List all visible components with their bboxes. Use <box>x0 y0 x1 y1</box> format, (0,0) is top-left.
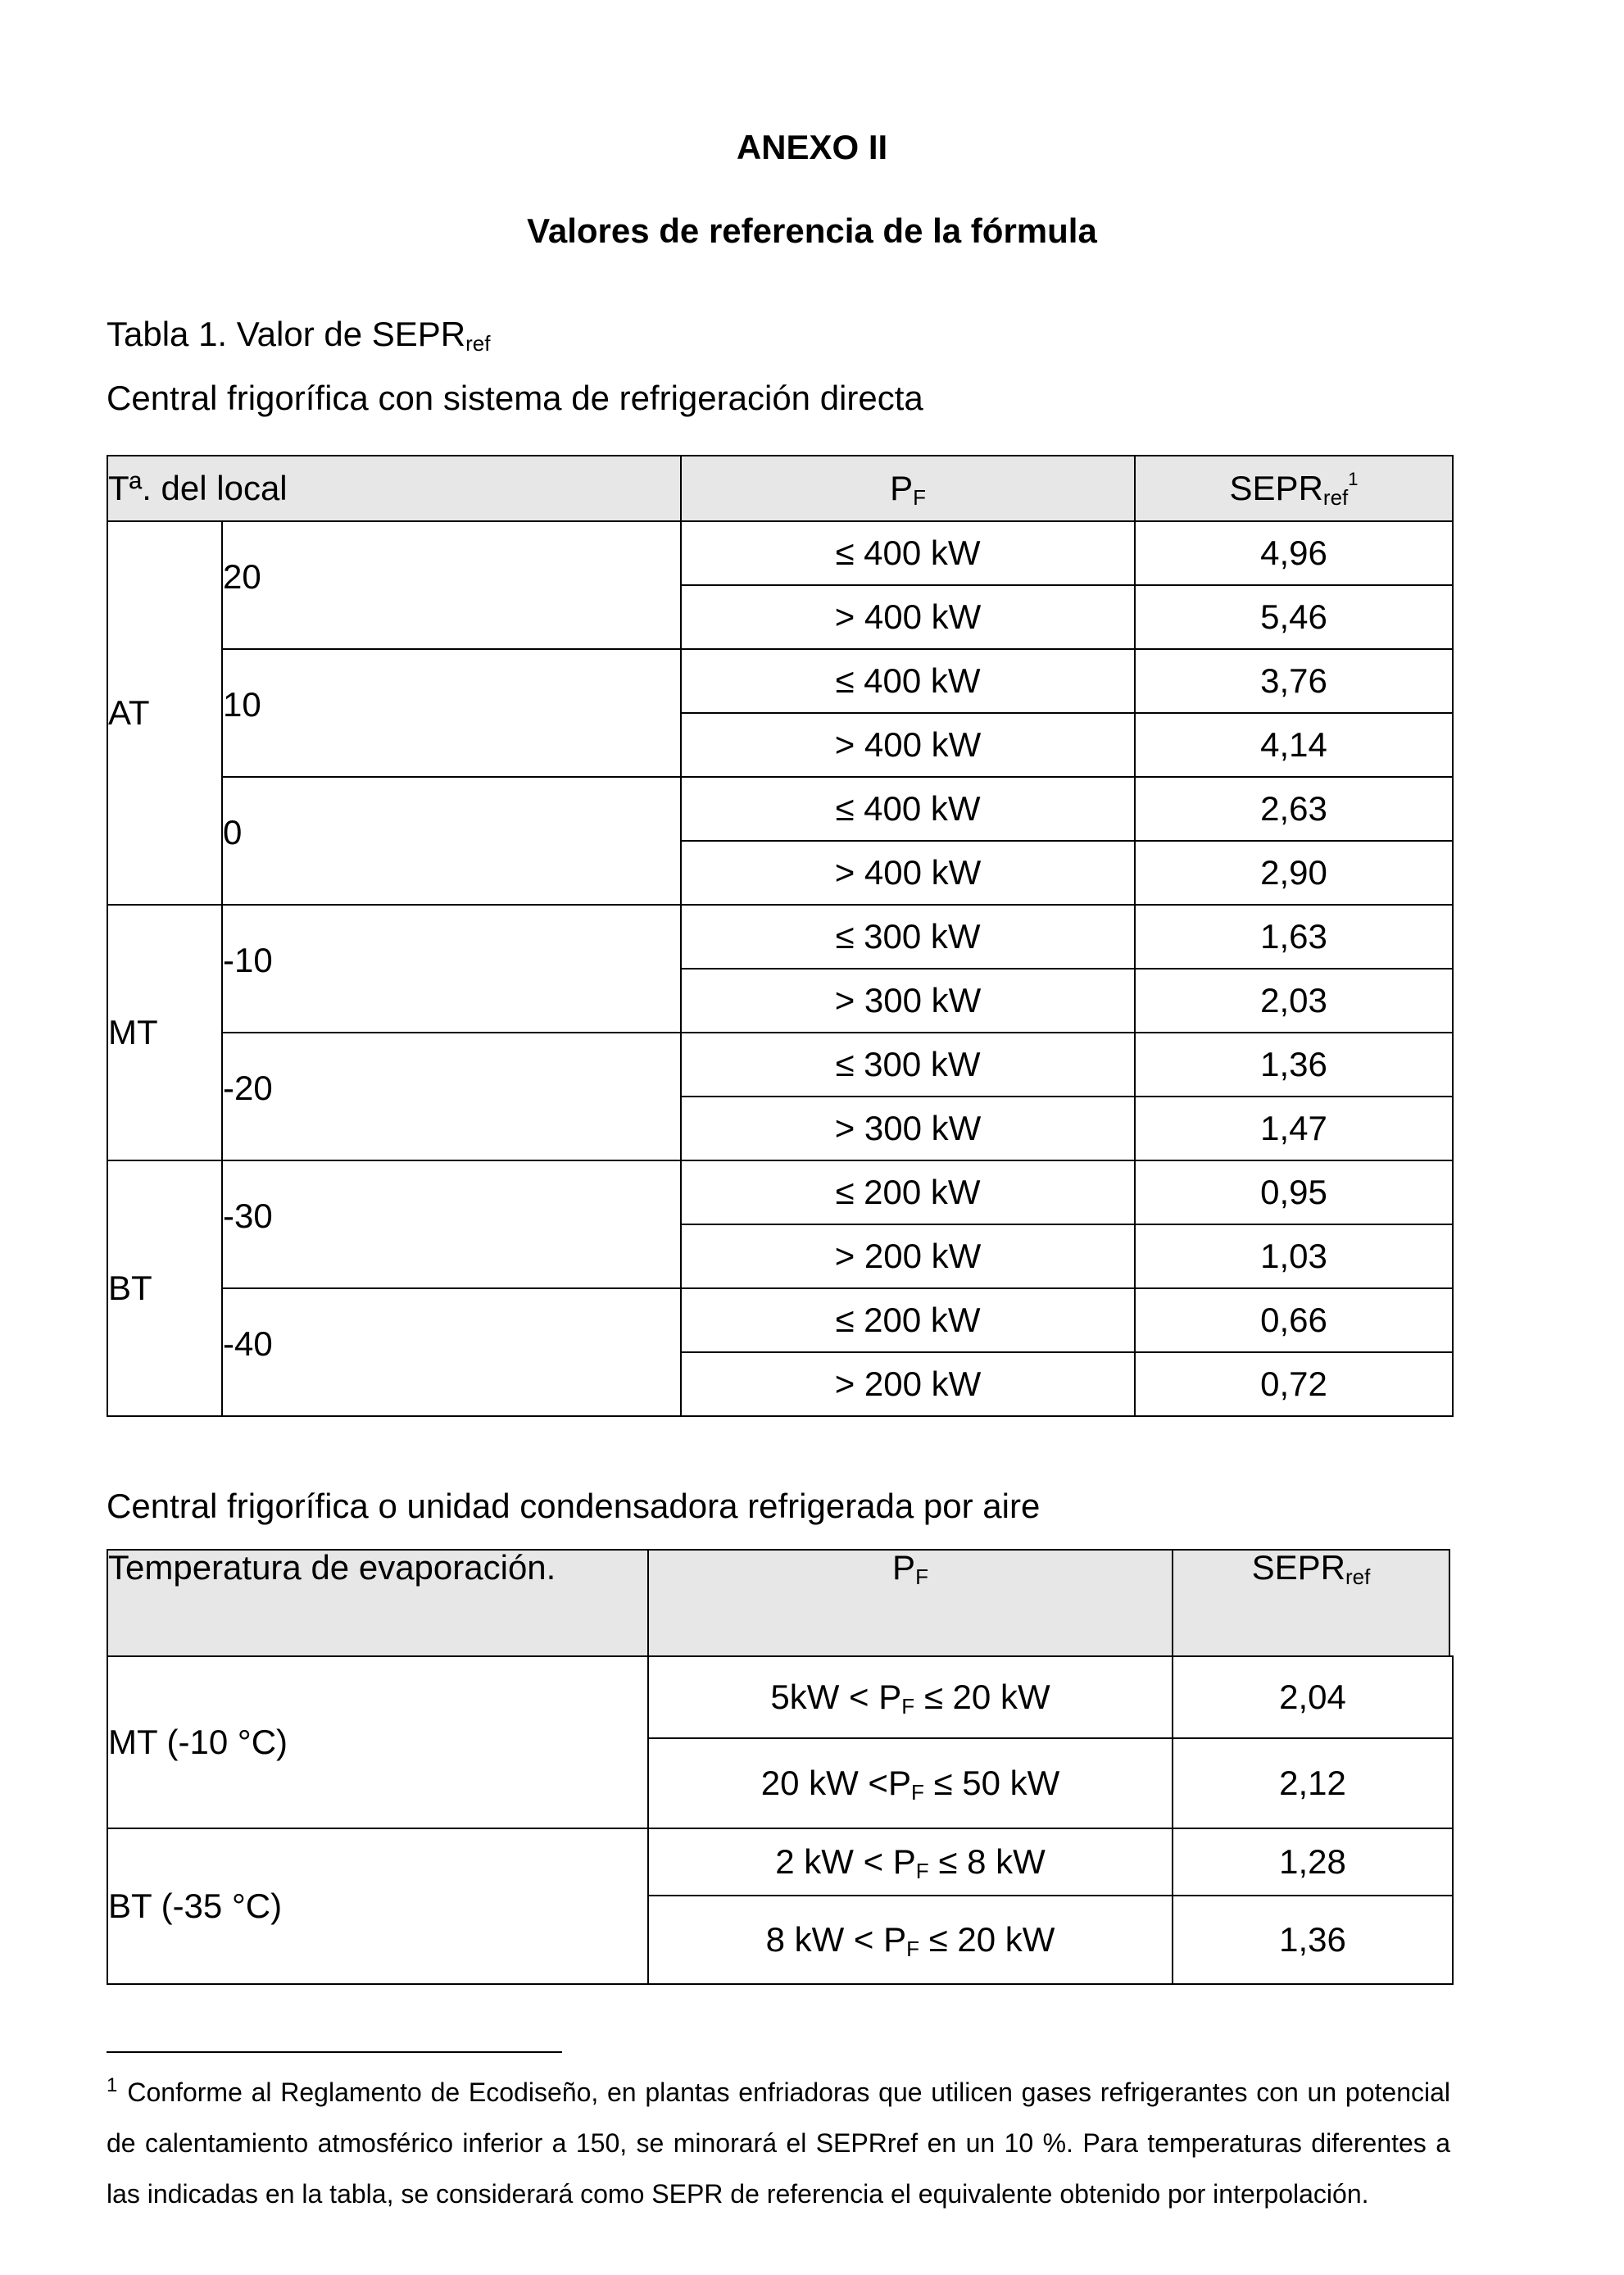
pf-main: P <box>890 469 914 507</box>
table-row <box>107 777 1453 841</box>
pf-cell: > 400 kW <box>681 713 1135 777</box>
table-row <box>107 521 1453 585</box>
table1-caption-sub: ref <box>465 331 491 356</box>
sepr-cell: 4,96 <box>1135 521 1453 585</box>
sepr-cell: 1,28 <box>1173 1828 1453 1896</box>
temp-label: -40 <box>222 1288 681 1416</box>
pf-sub: F <box>915 1564 928 1589</box>
pf-sub: F <box>913 485 926 510</box>
table2-header-row <box>107 1550 1449 1656</box>
pf-main: P <box>892 1548 916 1587</box>
sepr-cell: 1,63 <box>1135 905 1453 969</box>
group-label-bt: BT <box>107 1160 222 1416</box>
pf-cell: > 400 kW <box>681 585 1135 649</box>
sepr-sub: ref <box>1345 1564 1371 1589</box>
table1-header-row <box>107 456 1453 521</box>
pf-cell: > 300 kW <box>681 1097 1135 1160</box>
sepr-cell: 2,03 <box>1135 969 1453 1033</box>
sepr-sub: ref <box>1322 485 1349 510</box>
temp-label: 0 <box>222 777 681 905</box>
sepr-cell: 0,95 <box>1135 1160 1453 1224</box>
pf-cell: > 300 kW <box>681 969 1135 1033</box>
footnote-text: Conforme al Reglamento de Ecodiseño, en plantas enfriadoras que utilicen gases refrigerantes con un potencial de calentamiento atmosférico inferior a 150, se minorará el SEPRref en un 10 %. Para temperaturas diferentes a las indicadas en la tabla, se considerará como SEPR de referencia el equivalente obtenido por interpolación. <box>107 2077 1450 2209</box>
table1-caption-text: Tabla 1. Valor de SEPR <box>107 315 466 353</box>
footnote <box>107 2067 1450 2219</box>
sepr-main: SEPR <box>1229 469 1323 507</box>
sepr-cell: 5,46 <box>1135 585 1453 649</box>
pf-cell: 20 kW $<P_F \le 50$ kW <box>648 1738 1173 1828</box>
pf-cell: 2 kW < $P_F \le 8$ kW <box>648 1828 1173 1896</box>
annex-subheading: Valores de referencia de la fórmula <box>527 211 1097 250</box>
table-row <box>107 1656 1453 1738</box>
table2-header-sepr <box>1173 1550 1449 1656</box>
table2-header <box>107 1549 1450 1657</box>
table1 <box>107 455 1454 1417</box>
group-label-mt: MT <box>107 905 222 1160</box>
table-row <box>107 1033 1453 1097</box>
pf-cell: ≤ 200 kW <box>681 1288 1135 1352</box>
group-label-at: AT <box>107 521 222 905</box>
pf-cell: ≤ 300 kW <box>681 1033 1135 1097</box>
table1-header-sepr <box>1135 456 1453 521</box>
temp-label: -10 <box>222 905 681 1033</box>
table2 <box>107 1655 1454 1985</box>
sepr-cell: 0,72 <box>1135 1352 1453 1416</box>
sepr-cell: 1,36 <box>1135 1033 1453 1097</box>
sepr-cell: 3,76 <box>1135 649 1453 713</box>
pf-cell: ≤ 400 kW <box>681 777 1135 841</box>
pf-cell: 8 kW < $P_F \le 20$ kW <box>648 1896 1173 1984</box>
group-label-mt: MT (-10 °C) <box>107 1656 648 1828</box>
annex-heading: ANEXO II <box>736 128 888 166</box>
table2-section-title: Central frigorífica o unidad condensadora refrigerada por aire <box>107 1487 1041 1525</box>
pf-cell: > 400 kW <box>681 841 1135 905</box>
temp-label: 10 <box>222 649 681 777</box>
temp-label: -20 <box>222 1033 681 1160</box>
pf-cell: ≤ 300 kW <box>681 905 1135 969</box>
table2-header-pf <box>648 1550 1173 1656</box>
footnote-ref: 1 <box>1348 469 1359 489</box>
sepr-cell: 2,63 <box>1135 777 1453 841</box>
table-row <box>107 1288 1453 1352</box>
table2-header-temp: Temperatura de evaporación. <box>107 1550 648 1656</box>
table-row <box>107 649 1453 713</box>
pf-cell: > 200 kW <box>681 1224 1135 1288</box>
pf-cell: ≤ 400 kW <box>681 649 1135 713</box>
temp-label: -30 <box>222 1160 681 1288</box>
table1-section-title: Central frigorífica con sistema de refrigeración directa <box>107 379 923 417</box>
group-label-bt: BT (-35 °C) <box>107 1828 648 1984</box>
sepr-cell: 1,03 <box>1135 1224 1453 1288</box>
pf-cell: > 200 kW <box>681 1352 1135 1416</box>
footnote-separator <box>107 2051 562 2053</box>
sepr-cell: 2,04 <box>1173 1656 1453 1738</box>
pf-cell: ≤ 200 kW <box>681 1160 1135 1224</box>
sepr-cell: 1,47 <box>1135 1097 1453 1160</box>
table-row <box>107 1160 1453 1224</box>
pf-cell: $5kW < P_F \le 20$ kW <box>648 1656 1173 1738</box>
footnote-marker: 1 <box>107 2074 118 2096</box>
sepr-cell: 2,90 <box>1135 841 1453 905</box>
sepr-cell: 2,12 <box>1173 1738 1453 1828</box>
sepr-cell: 0,66 <box>1135 1288 1453 1352</box>
sepr-cell: 4,14 <box>1135 713 1453 777</box>
table1-header-temp: Tª. del local <box>107 456 681 521</box>
sepr-main: SEPR <box>1251 1548 1346 1587</box>
table-row <box>107 1828 1453 1896</box>
pf-cell: ≤ 400 kW <box>681 521 1135 585</box>
table1-header-pf <box>681 456 1135 521</box>
table1-caption <box>107 315 490 354</box>
temp-label: 20 <box>222 521 681 649</box>
sepr-cell: 1,36 <box>1173 1896 1453 1984</box>
table-row <box>107 905 1453 969</box>
